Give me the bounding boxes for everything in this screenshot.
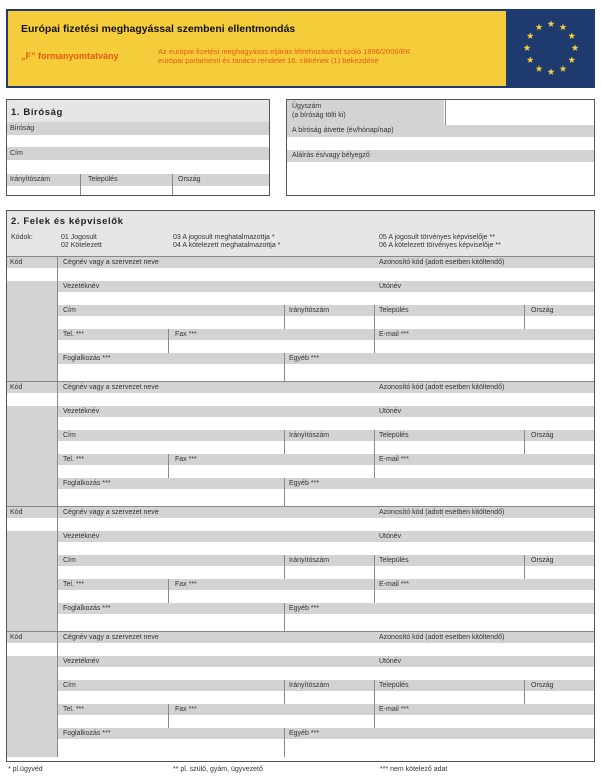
occupation-label: Foglalkozás ***	[63, 480, 111, 487]
other-label: Egyéb ***	[289, 355, 319, 362]
surname-label: Vezetéknév	[63, 533, 100, 540]
court-label: Bíróság	[10, 125, 35, 132]
court-field[interactable]	[7, 135, 269, 147]
party-block	[7, 631, 594, 756]
postcode-label: Irányítószám	[289, 307, 330, 314]
postcode-label: Irányítószám	[10, 176, 51, 183]
footnote-1: * pl.ügyvéd	[8, 766, 43, 773]
divider	[80, 174, 81, 195]
occupation-label: Foglalkozás ***	[63, 355, 111, 362]
first-name-field[interactable]	[375, 542, 594, 555]
email-field[interactable]	[375, 340, 594, 353]
city-label: Település	[379, 557, 409, 564]
codes-col-2	[173, 234, 280, 250]
company-field[interactable]	[58, 268, 374, 281]
code-column-bg	[7, 406, 57, 507]
city-field[interactable]	[375, 566, 524, 579]
email-field[interactable]	[375, 715, 594, 728]
id-code-field[interactable]	[375, 268, 594, 281]
code-field[interactable]	[7, 268, 57, 281]
email-label: E-mail ***	[379, 581, 409, 588]
surname-field[interactable]	[58, 542, 374, 555]
occupation-field[interactable]	[58, 614, 284, 631]
signature-field[interactable]	[287, 162, 594, 195]
other-label: Egyéb ***	[289, 605, 319, 612]
other-label-bg	[58, 603, 594, 614]
first-name-field[interactable]	[375, 667, 594, 680]
name-label-bg	[58, 281, 594, 292]
surname-label: Vezetéknév	[63, 408, 100, 415]
name-label-bg	[58, 656, 594, 667]
surname-field[interactable]	[58, 292, 374, 305]
city-field[interactable]	[375, 691, 524, 704]
id-code-field[interactable]	[375, 518, 594, 531]
fax-field[interactable]	[169, 590, 374, 603]
case-number-label: Ügyszám	[292, 103, 322, 110]
email-label: E-mail ***	[379, 331, 409, 338]
company-field[interactable]	[58, 518, 374, 531]
surname-label: Vezetéknév	[63, 283, 100, 290]
regulation-line-1: Az európai fizetési meghagyásos eljárás létrehozásáról szóló 1896/2006/EK	[158, 47, 411, 56]
regulation-note	[158, 47, 498, 65]
court-label-bg	[7, 122, 269, 135]
other-field[interactable]	[285, 489, 594, 506]
city-label: Település	[379, 682, 409, 689]
code-02: 02 Kötelezett	[61, 242, 102, 249]
postcode-label: Irányítószám	[289, 557, 330, 564]
address-label-bg	[7, 147, 269, 160]
id-code-field[interactable]	[375, 643, 594, 656]
email-label: E-mail ***	[379, 456, 409, 463]
email-label: E-mail ***	[379, 706, 409, 713]
occupation-label: Foglalkozás ***	[63, 605, 111, 612]
divider	[172, 174, 173, 195]
other-field[interactable]	[285, 614, 594, 631]
city-label: Település	[379, 432, 409, 439]
postcode-label: Irányítószám	[289, 682, 330, 689]
form-header	[6, 9, 595, 88]
company-label: Cégnév vagy a szervezet neve	[63, 509, 159, 516]
contact-label-bg	[58, 454, 594, 465]
occupation-field[interactable]	[58, 364, 284, 381]
address-label: Cím	[63, 557, 76, 564]
company-label: Cégnév vagy a szervezet neve	[63, 634, 159, 641]
code-label: Kód	[10, 384, 23, 391]
other-field[interactable]	[285, 364, 594, 381]
country-field[interactable]	[525, 691, 594, 704]
email-field[interactable]	[375, 590, 594, 603]
fax-field[interactable]	[169, 715, 374, 728]
company-field[interactable]	[58, 393, 374, 406]
city-label: Település	[379, 307, 409, 314]
party-block	[7, 506, 594, 631]
section-court	[6, 99, 270, 196]
city-field[interactable]	[375, 316, 524, 329]
country-label: Ország	[531, 307, 554, 314]
first-name-label: Utónév	[379, 283, 402, 290]
surname-field[interactable]	[58, 417, 374, 430]
form-name: „F” formanyomtatvány	[21, 51, 119, 61]
postcode-label: Irányítószám	[289, 432, 330, 439]
court-use-box	[286, 99, 595, 196]
code-column-bg	[7, 281, 57, 382]
contact-label-bg	[58, 329, 594, 340]
code-01: 01 Jogosult	[61, 234, 97, 241]
surname-field[interactable]	[58, 667, 374, 680]
codes-col-3	[379, 234, 501, 250]
footnote-3: *** nem kötelező adat	[380, 766, 448, 773]
form-title: Európai fizetési meghagyással szembeni ellentmondás	[21, 23, 296, 35]
fax-label: Fax ***	[175, 706, 197, 713]
country-label: Ország	[531, 557, 554, 564]
occupation-field[interactable]	[58, 489, 284, 506]
other-label-bg	[58, 353, 594, 364]
other-label: Egyéb ***	[289, 480, 319, 487]
id-code-label: Azonosító kód (adott esetben kitöltendő)	[379, 384, 505, 391]
postcode-field[interactable]	[285, 691, 374, 704]
first-name-field[interactable]	[375, 292, 594, 305]
footnote-2: ** pl. szülő, gyám, ügyvezető	[173, 766, 263, 773]
name-label-bg	[58, 531, 594, 542]
other-label: Egyéb ***	[289, 730, 319, 737]
contact-label-bg	[58, 704, 594, 715]
party-block	[7, 381, 594, 506]
code-column-bg	[7, 531, 57, 632]
section-2-title: 2. Felek és képviselők	[11, 216, 124, 227]
country-field[interactable]	[525, 441, 594, 454]
address-field[interactable]	[58, 316, 284, 329]
code-06: 06 A kötelezett törvényes képviselője **	[379, 242, 501, 249]
case-number-field[interactable]	[445, 100, 594, 125]
fax-field[interactable]	[169, 340, 374, 353]
header-banner	[8, 11, 506, 86]
contact-label-bg	[58, 579, 594, 590]
fax-field[interactable]	[169, 465, 374, 478]
section-parties	[6, 210, 595, 762]
other-label-bg	[58, 728, 594, 739]
id-code-label: Azonosító kód (adott esetben kitöltendő)	[379, 634, 505, 641]
id-code-label: Azonosító kód (adott esetben kitöltendő)	[379, 259, 505, 266]
occupation-field[interactable]	[58, 739, 284, 756]
other-label-bg	[58, 478, 594, 489]
tel-field[interactable]	[58, 465, 168, 478]
company-label: Cégnév vagy a szervezet neve	[63, 259, 159, 266]
address-label: Cím	[10, 150, 23, 157]
occupation-label: Foglalkozás ***	[63, 730, 111, 737]
fax-label: Fax ***	[175, 456, 197, 463]
tel-field[interactable]	[58, 340, 168, 353]
surname-label: Vezetéknév	[63, 658, 100, 665]
address-label: Cím	[63, 307, 76, 314]
name-label-bg	[58, 406, 594, 417]
tel-field[interactable]	[58, 590, 168, 603]
email-field[interactable]	[375, 465, 594, 478]
tel-field[interactable]	[58, 715, 168, 728]
address-field[interactable]	[7, 160, 269, 174]
tel-label: Tel. ***	[63, 456, 85, 463]
first-name-label: Utónév	[379, 408, 402, 415]
country-field[interactable]	[525, 316, 594, 329]
country-label: Ország	[531, 682, 554, 689]
fax-label: Fax ***	[175, 581, 197, 588]
fax-label: Fax ***	[175, 331, 197, 338]
received-label: A bíróság átvette (év/hónap/nap)	[292, 127, 394, 134]
received-field[interactable]	[287, 137, 594, 150]
postcode-field[interactable]	[285, 316, 374, 329]
address-label: Cím	[63, 432, 76, 439]
tel-label: Tel. ***	[63, 581, 85, 588]
signature-label: Aláírás és/vagy bélyegző	[292, 152, 370, 159]
first-name-field[interactable]	[375, 417, 594, 430]
address-label: Cím	[63, 682, 76, 689]
postcode-field[interactable]	[285, 441, 374, 454]
code-04: 04 A kötelezett meghatalmazottja *	[173, 242, 281, 249]
codes-label: Kódok:	[11, 234, 33, 241]
party-block	[7, 256, 594, 381]
country-label: Ország	[531, 432, 554, 439]
eu-flag-icon	[509, 11, 593, 86]
code-05: 05 A jogosult törvényes képviselője **	[379, 234, 495, 241]
tel-label: Tel. ***	[63, 331, 85, 338]
code-label: Kód	[10, 634, 23, 641]
address-field[interactable]	[58, 691, 284, 704]
code-column-bg	[7, 656, 57, 757]
tel-label: Tel. ***	[63, 706, 85, 713]
other-field[interactable]	[285, 739, 594, 756]
code-label: Kód	[10, 509, 23, 516]
company-label: Cégnév vagy a szervezet neve	[63, 384, 159, 391]
code-field[interactable]	[7, 518, 57, 531]
country-field[interactable]	[525, 566, 594, 579]
city-label: Település	[88, 176, 118, 183]
regulation-line-2: európai parlamenti és tanácsi rendelet 16. cikkének (1) bekezdése	[158, 56, 379, 65]
postcode-field[interactable]	[285, 566, 374, 579]
case-number-note: (a bíróság tölti ki)	[292, 112, 346, 119]
address-field[interactable]	[58, 566, 284, 579]
first-name-label: Utónév	[379, 658, 402, 665]
city-field[interactable]	[375, 441, 524, 454]
id-code-field[interactable]	[375, 393, 594, 406]
id-code-label: Azonosító kód (adott esetben kitöltendő)	[379, 509, 505, 516]
section-1-title: 1. Bíróság	[11, 107, 63, 118]
code-field[interactable]	[7, 643, 57, 656]
first-name-label: Utónév	[379, 533, 402, 540]
country-label: Ország	[178, 176, 201, 183]
code-label: Kód	[10, 259, 23, 266]
company-field[interactable]	[58, 643, 374, 656]
code-03: 03 A jogosult meghatalmazottja *	[173, 234, 275, 241]
address-field[interactable]	[58, 441, 284, 454]
codes-col-1	[61, 234, 102, 250]
code-field[interactable]	[7, 393, 57, 406]
